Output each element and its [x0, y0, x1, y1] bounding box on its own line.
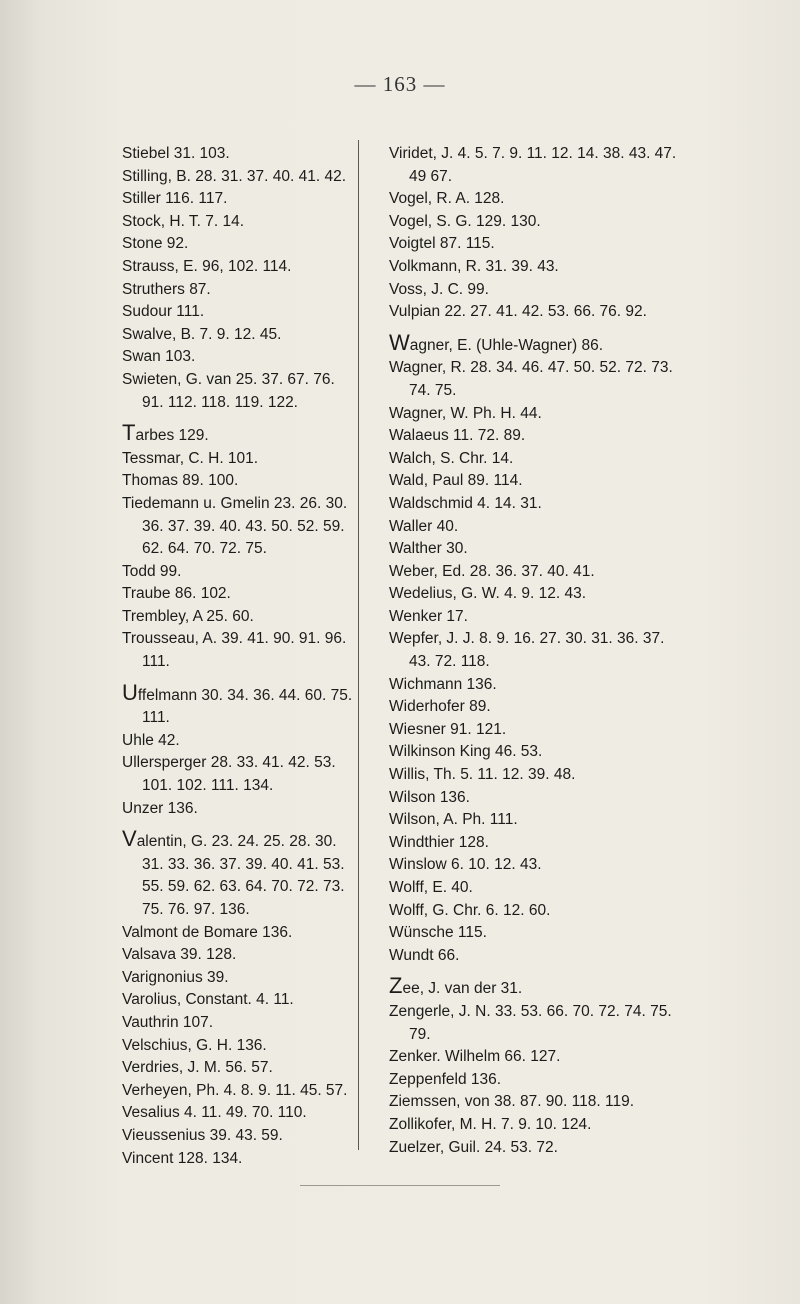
index-entry: Tiedemann u. Gmelin 23. 26. 30. 36. 37. 39. 40. 43. 50. 52. 59. 62. 64. 70. 72. 75. — [122, 494, 348, 558]
index-entry: Stilling, B. 28. 31. 37. 40. 41. 42. — [122, 167, 347, 185]
index-entry: Wundt 66. — [389, 946, 460, 964]
column-divider — [358, 140, 359, 1150]
index-entry: Uffelmann 30. 34. 36. 44. 60. 75. 111. — [122, 679, 353, 727]
index-column-left — [122, 143, 360, 1170]
index-entry: Wichmann 136. — [389, 675, 497, 693]
index-entry: Valsava 39. 128. — [122, 946, 237, 964]
index-entry: Verheyen, Ph. 4. 8. 9. 11. 45. 57. — [122, 1081, 348, 1099]
index-entry: Valentin, G. 23. 24. 25. 28. 30. 31. 33. 36. 37. 39. 40. 41. 53. 55. 59. 62. 63. 64. 70. 72. 73. 75. 76. 97. 136. — [122, 826, 345, 918]
index-entry: Wilkinson King 46. 53. — [389, 743, 543, 761]
index-entry: Wilson 136. — [389, 788, 470, 806]
index-entry: Zollikofer, M. H. 7. 9. 10. 124. — [389, 1115, 592, 1133]
index-entry: Ullersperger 28. 33. 41. 42. 53. 101. 102. 111. 134. — [122, 754, 336, 795]
index-entry: Winslow 6. 10. 12. 43. — [389, 856, 542, 874]
index-entry: Valmont de Bomare 136. — [122, 923, 293, 941]
index-entry: Widerhofer 89. — [389, 698, 491, 716]
index-entry: Volkmann, R. 31. 39. 43. — [389, 257, 559, 275]
index-entry: Tessmar, C. H. 101. — [122, 449, 259, 467]
index-entry: Vulpian 22. 27. 41. 42. 53. 66. 76. 92. — [389, 303, 647, 321]
index-entry: Varolius, Constant. 4. 11. — [122, 991, 294, 1009]
index-entry: Vogel, R. A. 128. — [389, 190, 505, 208]
index-entry: Vauthrin 107. — [122, 1013, 214, 1031]
index-entry: Vincent 128. 134. — [122, 1149, 243, 1167]
index-entry: Swalve, B. 7. 9. 12. 45. — [122, 325, 282, 343]
index-entry: Swieten, G. van 25. 37. 67. 76. 91. 112. 118. 119. 122. — [122, 370, 335, 411]
index-entry: Zengerle, J. N. 33. 53. 66. 70. 72. 74. 75. 79. — [389, 1002, 672, 1043]
index-entry: Zeppenfeld 136. — [389, 1070, 502, 1088]
index-entry: Vieussenius 39. 43. 59. — [122, 1126, 283, 1144]
index-entry: Wagner, W. Ph. H. 44. — [389, 404, 542, 422]
index-entry: Todd 99. — [122, 562, 182, 580]
index-entry: Wald, Paul 89. 114. — [389, 472, 523, 490]
index-entry: Thomas 89. 100. — [122, 472, 239, 490]
index-entry: Stiebel 31. 103. — [122, 145, 230, 162]
index-entry: Swan 103. — [122, 348, 196, 366]
footer-rule — [300, 1185, 500, 1186]
index-entry: Waller 40. — [389, 517, 459, 535]
index-entry: Wagner, R. 28. 34. 46. 47. 50. 52. 72. 73. 74. 75. — [389, 359, 673, 399]
index-entry: Struthers 87. — [122, 280, 211, 298]
index-entry: Ziemssen, von 38. 87. 90. 118. 119. — [389, 1093, 634, 1111]
index-entry: Stone 92. — [122, 235, 189, 253]
page-number: — 163 — — [354, 72, 446, 96]
index-entry: Zee, J. van der 31. — [389, 973, 523, 999]
index-entry: Wünsche 115. — [389, 924, 487, 942]
index-entry: Wenker 17. — [389, 607, 468, 625]
index-entry: Wolff, G. Chr. 6. 12. 60. — [389, 901, 551, 919]
index-entry: Trembley, A 25. 60. — [122, 607, 254, 625]
index-entry: Wagner, E. (Uhle-Wagner) 86. — [389, 329, 604, 355]
index-entry: Sudour 111. — [122, 303, 205, 321]
index-entry: Weber, Ed. 28. 36. 37. 40. 41. — [389, 562, 595, 580]
index-entry: Willis, Th. 5. 11. 12. 39. 48. — [389, 766, 576, 784]
index-entry: Verdries, J. M. 56. 57. — [122, 1059, 273, 1077]
index-entry: Wiesner 91. 121. — [389, 720, 507, 738]
index-entry: Vesalius 4. 11. 49. 70. 110. — [122, 1104, 307, 1122]
index-entry: Vogel, S. G. 129. 130. — [389, 212, 541, 230]
index-entry: Velschius, G. H. 136. — [122, 1036, 267, 1054]
index-entry: Voigtel 87. 115. — [389, 235, 495, 253]
index-entry: Varignonius 39. — [122, 968, 229, 986]
index-column-right — [389, 143, 689, 1159]
index-entry: Walther 30. — [389, 540, 468, 558]
index-entry: Unzer 136. — [122, 799, 198, 817]
index-entry: Wilson, A. Ph. 111. — [389, 811, 518, 829]
index-entry: Tarbes 129. — [122, 420, 209, 446]
index-entry: Voss, J. C. 99. — [389, 280, 489, 298]
index-entry: Walaeus 11. 72. 89. — [389, 427, 526, 445]
index-entry: Windthier 128. — [389, 833, 489, 851]
index-entry: Traube 86. 102. — [122, 585, 231, 603]
index-entry: Uhle 42. — [122, 731, 180, 749]
index-entry: Strauss, E. 96, 102. 114. — [122, 257, 292, 275]
index-entry: Viridet, J. 4. 5. 7. 9. 11. 12. 14. 38. 43. 47. 49 67. — [389, 145, 677, 185]
index-entry: Wolff, E. 40. — [389, 879, 473, 896]
index-entry: Zenker. Wilhelm 66. 127. — [389, 1048, 561, 1066]
index-entry: Trousseau, A. 39. 41. 90. 91. 96. 111. — [122, 630, 347, 671]
index-entry: Wepfer, J. J. 8. 9. 16. 27. 30. 31. 36. 37. 43. 72. 118. — [389, 630, 665, 671]
index-entry: Stiller 116. 117. — [122, 190, 228, 208]
index-entry: Stock, H. T. 7. 14. — [122, 212, 245, 230]
index-entry: Wedelius, G. W. 4. 9. 12. 43. — [389, 585, 587, 603]
index-entry: Waldschmid 4. 14. 31. — [389, 494, 542, 512]
index-entry: Zuelzer, Guil. 24. 53. 72. — [389, 1138, 558, 1156]
index-entry: Walch, S. Chr. 14. — [389, 449, 514, 467]
